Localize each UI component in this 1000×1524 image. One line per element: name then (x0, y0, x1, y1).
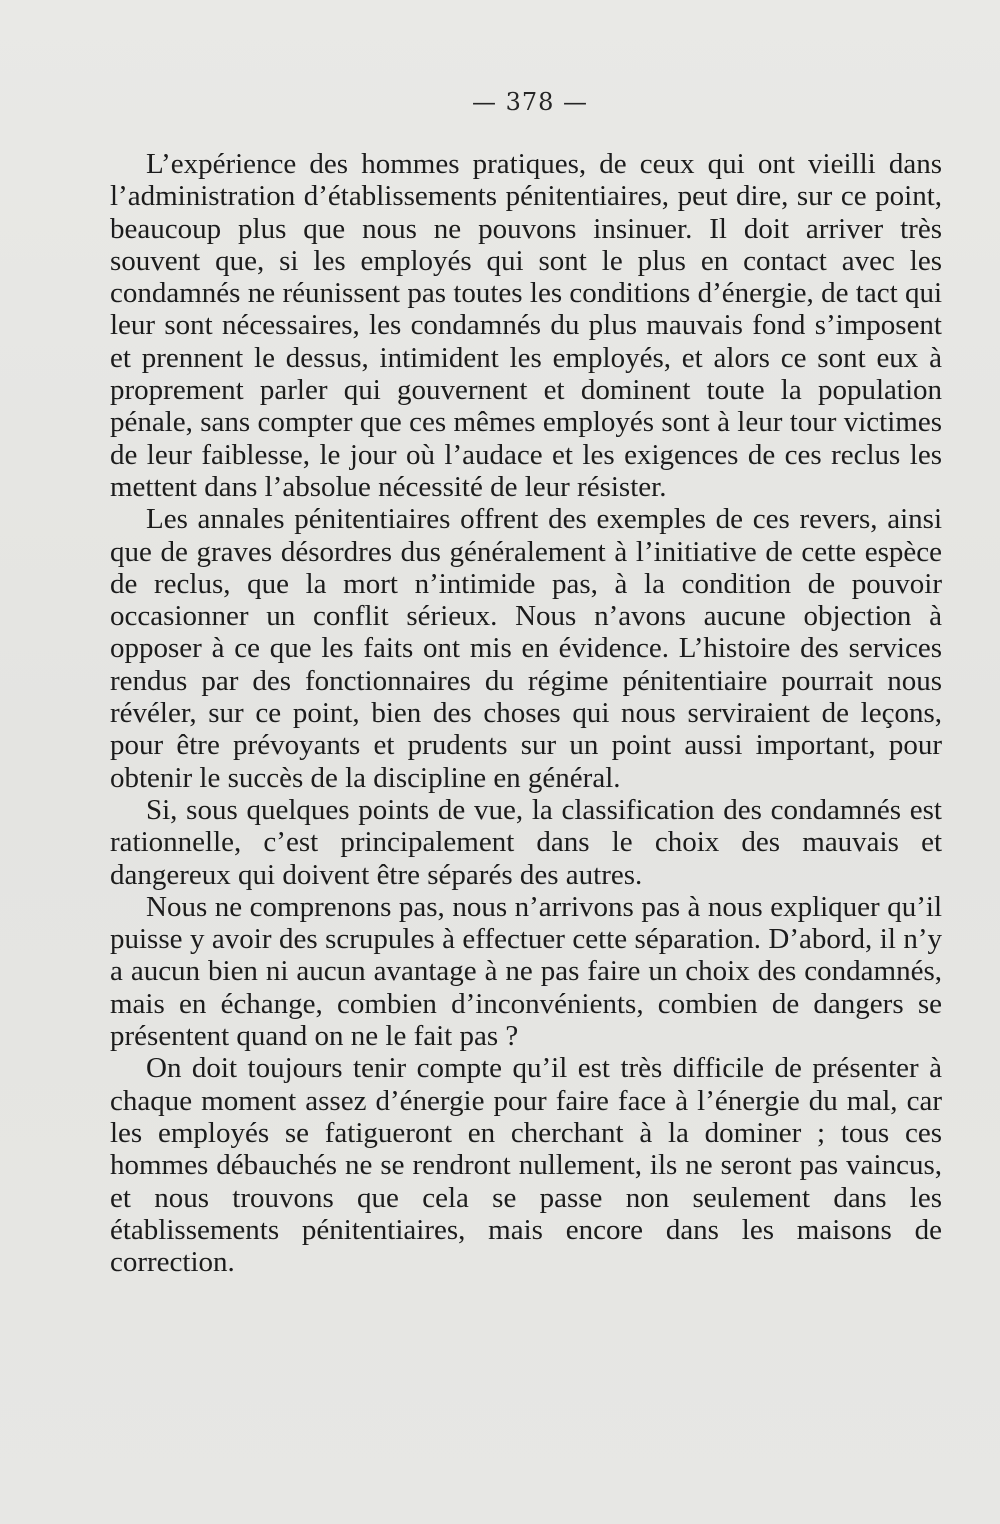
paragraph: L’expérience des hommes pratiques, de ceux qui ont vieilli dans l’administration d’établissements pénitentiaires, peut dire, sur ce point, beaucoup plus que nous ne pouvons insinuer. Il doit arriver très souvent que, si les employés qui sont le plus en contact avec les condamnés ne réunissent pas toutes les conditions d’énergie, de tact qui leur sont nécessaires, les condamnés du plus mauvais fond s’imposent et prennent le dessus, intimident les employés, et alors ce sont eux à proprement parler qui gouvernent et dominent toute la population pénale, sans compter que ces mêmes employés sont à leur tour victimes de leur faiblesse, le jour où l’audace et les exigences de ces reclus les mettent dans l’absolue nécessité de leur résister. (110, 148, 942, 503)
paragraph: Les annales pénitentiaires offrent des exemples de ces revers, ainsi que de graves désordres dus généralement à l’initiative de cette espèce de reclus, que la mort n’intimide pas, à la condition de pouvoir occasionner un conflit sérieux. Nous n’avons aucune objection à opposer à ce que les faits ont mis en évidence. L’histoire des services rendus par des fonctionnaires du régime pénitentiaire pourrait nous révéler, sur ce point, bien des choses qui nous serviraient de leçons, pour être prévoyants et prudents sur un point aussi important, pour obtenir le succès de la discipline en général. (110, 503, 942, 794)
paragraph: Si, sous quelques points de vue, la classification des condamnés est rationnelle, c’est principalement dans le choix des mauvais et dangereux qui doivent être séparés des autres. (110, 793, 942, 891)
paragraph: On doit toujours tenir compte qu’il est très difficile de présenter à chaque moment assez d’énergie pour faire face à l’énergie du mal, car les employés se fatigueront en cherchant à la dominer ; tous ces hommes débauchés ne se rendront nullement, ils ne seront pas vaincus, et nous trouvons que cela se passe non seulement dans les établissements pénitentiaires, mais encore dans les maisons de correction. (110, 1052, 942, 1279)
body-text (110, 148, 942, 1278)
paragraph: Nous ne comprenons pas, nous n’arrivons pas à nous expliquer qu’il puisse y avoir des scrupules à effectuer cette séparation. D’abord, il n’y a aucun bien ni aucun avantage à ne pas faire un choix des condamnés, mais en échange, combien d’inconvénients, combien de dangers se présentent quand on ne le fait pas ? (110, 890, 942, 1053)
page-number: — 378 — (471, 88, 589, 116)
